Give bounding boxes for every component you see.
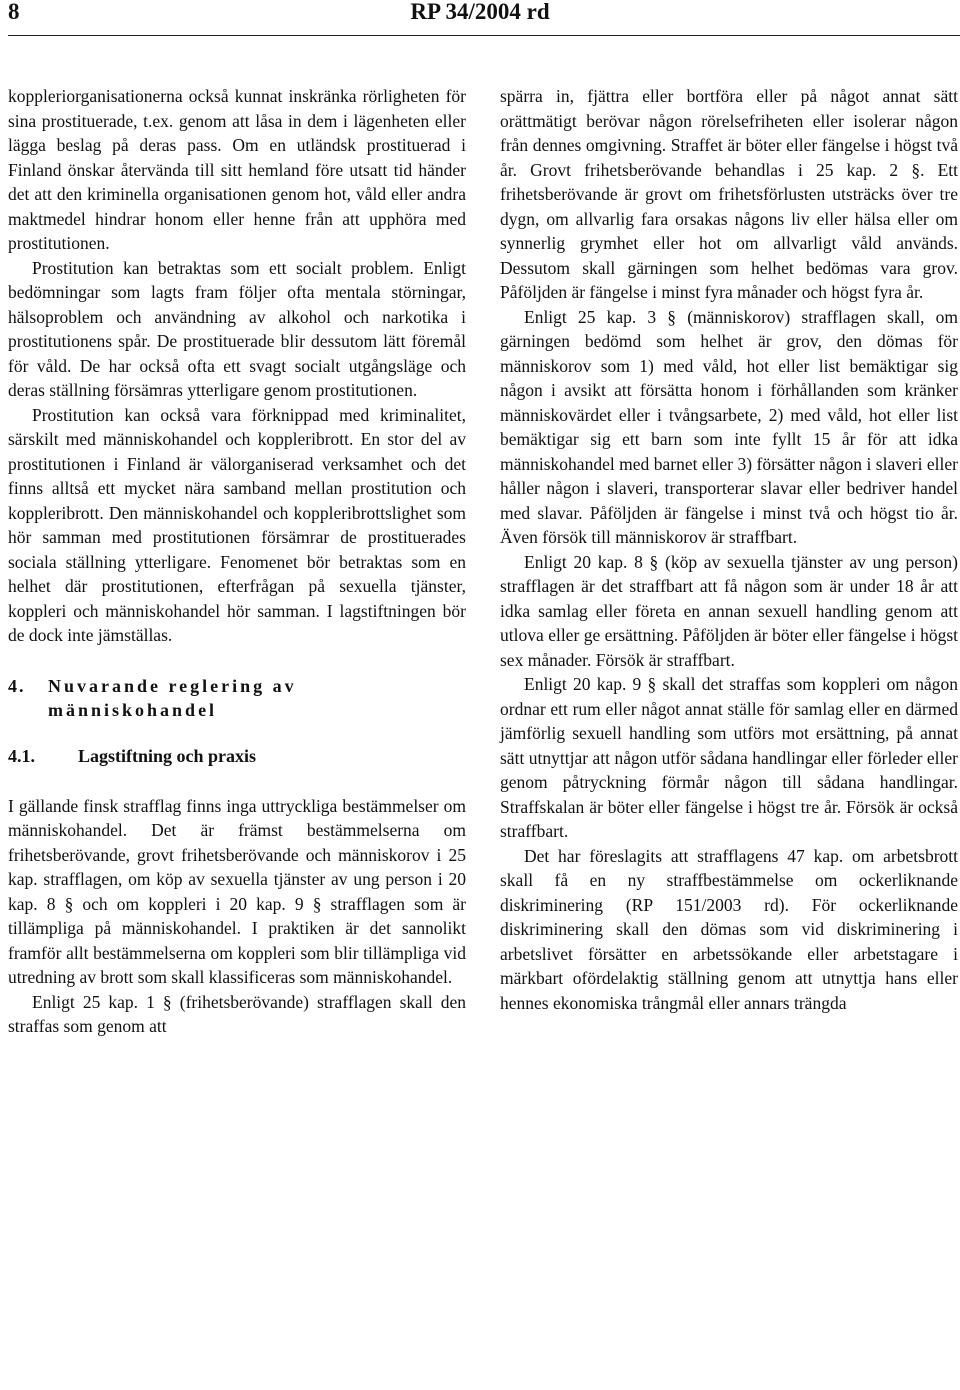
- left-paragraph-3: Prostitution kan också vara förknippad med kriminalitet, särskilt med människohandel och koppleribrott. En stor del av prostitutionen i Finland är välorganiserad verksamhet och det finns alltså ett mycket nära samband mellan prostitution och koppleribrott. Den människohandel och koppleribrottslighet som hör samman med prostitutionen försämrar de prostituerades sociala ställning ytterligare. Fenomenet bör betraktas som en helhet där prostitutionen, efterfrågan på sexuella tjänster, koppleri och människohandel hör samman. I lagstiftningen bör de dock inte jämställas.: [8, 404, 466, 645]
- right-paragraph-5: Det har föreslagits att strafflagens 47 kap. om arbetsbrott skall få en ny straffbestämmelse om ockerliknande diskriminering (RP 151/2003 rd). För ockerliknande diskriminering skall den dömas som vid diskriminering i arbetslivet försätter en arbetssökande eller arbetstagare i märkbart ofördelaktig ställning genom att utnyttja hans eller hennes ekonomiska trångmål eller annars trängda: [500, 845, 958, 1013]
- right-column: [500, 84, 958, 1015]
- header-rule: [8, 35, 960, 36]
- right-paragraph-4: Enligt 20 kap. 9 § skall det straffas som koppleri om någon ordnar ett rum eller något annat ställe för samlag eller en därmed jämförlig sexuell handling som utförs mot ersättning, på annat sätt utnyttjar att någon utför sådana handlingar eller förleder eller genom påtryckning förmår någon till sådana handlingar. Straffskalan är böter eller fängelse i högst tre år. Försök är också straffbart.: [500, 674, 958, 841]
- left-paragraph-2: Prostitution kan betraktas som ett socialt problem. Enligt bedömningar som lagts fram följer ofta mentala störningar, hälsoproblem och användning av alkohol och narkotika i prostitutionens spår. De prostituerade blir dessutom lätt föremål för våld. De har också ofta ett svagt socialt utgångsläge och deras ställning försämras ytterligare genom prostitutionen.: [8, 257, 466, 400]
- section-heading-4: [8, 674, 466, 722]
- left-paragraph-4: I gällande finsk strafflag finns inga uttryckliga bestämmelser om människohandel. Det är främst bestämmelserna om frihetsberövande, grovt frihetsberövande och människorov i 25 kap. strafflagen, om köp av sexuella tjänster av ung person i 20 kap. 8 § och om koppleri i 20 kap. 9 § strafflagen som är tillämpliga på människohandel. I praktiken är det sannolikt framför allt bestämmelserna om koppleri som blir tillämpliga vid utredning av brott som skall klassificeras som människohandel.: [8, 795, 466, 987]
- subsection-heading-4-1: [8, 744, 466, 768]
- section-number: 4.: [8, 675, 26, 696]
- page-number: 8: [8, 0, 20, 24]
- right-paragraph-2: Enligt 25 kap. 3 § (människorov) strafflagen skall, om gärningen bedömd som helhet är grov, den dömas för människorov som 1) med våld, hot eller list bemäktigar sig någon i avsikt att försätta honom i förhållanden som kränker människovärdet eller i tvångsarbete, 2) med våld, hot eller list bemäktigar sig ett barn som inte fyllt 15 år för att idka människohandel med barnet eller 3) försätter någon i slaveri eller håller någon i slaveri, transporterar slavar eller bedriver handel med slavar. Påföljden är fängelse i minst två och högst tio år. Även försök till människorov är straffbart.: [500, 306, 958, 547]
- right-paragraph-3: Enligt 20 kap. 8 § (köp av sexuella tjänster av ung person) strafflagen är det straffbart att få någon som är under 18 år att idka samlag eller företa en annan sexuell handling genom att utlova eller ge ersättning. Påföljden är böter eller fängelse i högst sex månader. Försök är straffbart.: [500, 551, 958, 670]
- right-paragraph-1: spärra in, fjättra eller bortföra eller på något annat sätt orättmätigt berövar någon rörelsefriheten eller isolerar någon från dennes omgivning. Straffet är böter eller fängelse i högst två år. Grovt frihetsberövande behandlas i 25 kap. 2 §. Ett frihetsberövande är grovt om frihetsförlusten utsträcks över tre dygn, om allvarlig fara orsakas någons liv eller hälsa eller om synnerlig grymhet eller hot om allvarligt våld används. Dessutom skall gärningen som helhet bedömas vara grov. Påföljden är fängelse i minst fyra månader och högst fyra år.: [500, 86, 958, 302]
- document-title: RP 34/2004 rd: [410, 0, 550, 24]
- subsection-number: 4.1.: [8, 745, 35, 766]
- section-title: Nuvarande reglering av människohandel: [48, 675, 297, 720]
- left-paragraph-1: koppleriorganisationerna också kunnat inskränka rörligheten för sina prostituerade, t.ex. genom att låsa in dem i lägenheten eller lägga beslag på deras pass. Om en utländsk prostituerad i Finland önskar återvända till sitt hemland före utsatt tid händer det att den kriminella organisationen genom hot, våld eller andra maktmedel hindrar honom eller henne från att upphöra med prostitutionen.: [8, 86, 466, 253]
- left-paragraph-5: Enligt 25 kap. 1 § (frihetsberövande) strafflagen skall den straffas som genom att: [8, 991, 466, 1036]
- left-column: [8, 84, 466, 1039]
- subsection-title: Lagstiftning och praxis: [78, 745, 257, 766]
